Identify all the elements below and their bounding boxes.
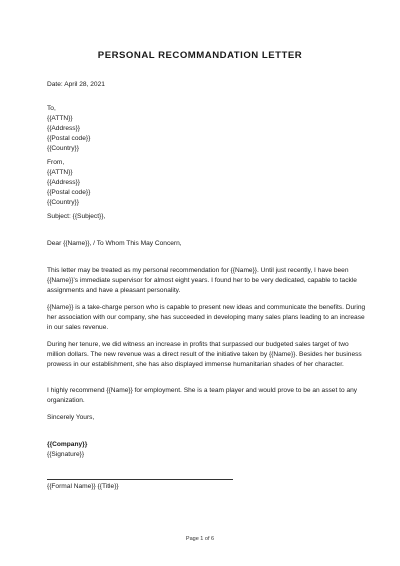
paragraph-3: During her tenure, we did witness an increase in profits that surpassed our budgeted sales target of two million dollars. The new revenue was a direct result of the initiative taken by {{Name}}. Besides her business prowess in our establishment, she has also displayed immense humanitarian shades of her character.	[47, 341, 362, 368]
paragraph-2: {{Name}} is a take-charge person who is capable to present new ideas and communicate the benefits. During her association with our company, she has succeeded in developing many sales plans leading to an increase in our sales revenue.	[47, 304, 366, 331]
to-attn: {{ATTN}}	[47, 115, 73, 122]
from-postal-code: {{Postal code}}	[47, 189, 91, 196]
signature-rule	[47, 479, 233, 480]
date-line: Date: April 28, 2021	[47, 81, 105, 88]
closing: Sincerely Yours,	[47, 414, 95, 421]
from-address: {{Address}}	[47, 179, 80, 186]
subject-line: Subject: {{Subject}},	[47, 213, 106, 220]
to-address: {{Address}}	[47, 125, 80, 132]
from-label: From,	[47, 159, 65, 166]
salutation: Dear {{Name}}, / To Whom This May Concern,	[47, 240, 182, 247]
from-country: {{Country}}	[47, 199, 79, 206]
formal-name-title: {{Formal Name}} {{Title}}	[47, 483, 119, 490]
letter-title: PERSONAL RECOMMANDATION LETTER	[97, 50, 303, 61]
to-postal-code: {{Postal code}}	[47, 135, 91, 142]
from-attn: {{ATTN}}	[47, 169, 73, 176]
to-label: To,	[47, 105, 56, 112]
to-country: {{Country}}	[47, 145, 79, 152]
paragraph-4: I highly recommend {{Name}} for employment. She is a team player and would prove to be an asset to any organization.	[47, 387, 358, 404]
signature-placeholder: {{Signature}}	[47, 451, 85, 458]
company-placeholder: {{Company}}	[47, 441, 88, 448]
page-number: Page 1 of 6	[185, 536, 215, 542]
paragraph-1: This letter may be treated as my personal recommendation for {{Name}}. Until just recently, I have been {{Name}}’s immediate supervisor for almost eight years. I found her to be very dedicated, capable to tackle assignments and have a pleasant personality.	[47, 267, 357, 294]
